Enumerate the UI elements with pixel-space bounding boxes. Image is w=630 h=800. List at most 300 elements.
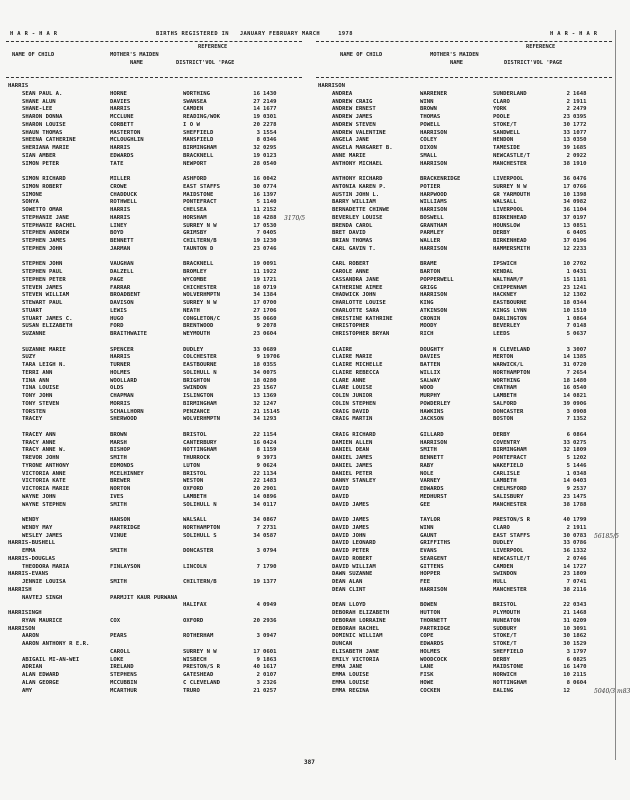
mother-maiden-name: DOUGHTY <box>420 346 444 353</box>
child-name: DANIEL JAMES <box>332 462 373 469</box>
child-name: DUNCAN <box>332 641 353 647</box>
volume: 6 <box>566 230 570 237</box>
register-entry <box>318 626 610 634</box>
page-ref: 1922 <box>263 269 277 275</box>
child-name: SIMONE <box>22 191 43 198</box>
child-name: SIAN AMBER <box>22 152 56 159</box>
child-name: BARRY WILLIAM <box>332 199 376 206</box>
register-entry <box>318 246 610 254</box>
mother-maiden-name: GEE <box>420 501 431 508</box>
row-gap <box>318 424 610 432</box>
page-ref: 0196 <box>573 238 587 244</box>
header-mothers-maiden-name: NAME <box>450 60 463 66</box>
register-entry <box>8 145 300 153</box>
surname-heading: HARRISON <box>318 83 345 89</box>
volume: 13 <box>563 222 570 229</box>
volume: 2 <box>566 555 570 562</box>
mother-maiden-name: MORRIS <box>110 400 131 407</box>
mother-maiden-name: WINN <box>420 524 434 531</box>
page-ref: 0947 <box>263 633 277 640</box>
register-entry <box>8 447 300 455</box>
page-ref: 0107 <box>263 672 277 678</box>
district: NEATH <box>183 307 200 314</box>
page-ref: 1475 <box>573 493 587 500</box>
page-ref: 1863 <box>263 656 277 663</box>
register-entry <box>318 478 610 486</box>
mother-maiden-name: MEDHURST <box>420 493 447 500</box>
mother-maiden-name: SMITH <box>110 579 127 585</box>
volume: 8 <box>256 137 260 144</box>
volume: 3 <box>566 648 570 655</box>
mother-maiden-name: HARPWOOD <box>420 191 447 198</box>
mother-maiden-name: SMITH <box>110 455 127 461</box>
mother-maiden-name: MCLOUGHLIN <box>110 137 144 144</box>
page-ref: 1721 <box>263 276 277 283</box>
row-gap <box>8 509 300 517</box>
district: NORTHAMPTON <box>183 524 221 531</box>
page-ref: 0624 <box>263 462 277 469</box>
register-entry <box>8 548 300 556</box>
mother-maiden-name: WOOLLARD <box>110 377 137 384</box>
child-name: CLAIRE REBECCA <box>332 369 380 376</box>
register-entry <box>318 556 610 564</box>
district: THURROCK <box>183 455 210 461</box>
volume: 31 <box>563 617 570 624</box>
child-name: DANIEL PETER <box>332 470 373 477</box>
volume: 17 <box>253 222 260 229</box>
mother-maiden-name: HARRIS <box>110 106 131 113</box>
child-name: ELISABETH JANE <box>332 648 380 655</box>
register-entry <box>318 517 610 525</box>
volume: 39 <box>563 400 570 407</box>
district: WAKEFIELD <box>493 462 524 469</box>
mother-maiden-name: MILLER <box>110 176 131 182</box>
child-name: BRET DAVID <box>332 230 366 237</box>
district: BRISTOL <box>493 602 517 609</box>
district: DERBY <box>493 431 510 438</box>
volume: 19 <box>253 238 260 244</box>
page-ref: 1677 <box>263 106 277 113</box>
register-entry <box>318 207 610 215</box>
page-ref: 0343 <box>573 602 587 609</box>
district: OXFORD <box>183 617 204 624</box>
volume: 36 <box>563 207 570 213</box>
register-entry <box>318 238 610 246</box>
register-entry <box>8 114 300 122</box>
child-name: EMMA REGINA <box>332 687 370 694</box>
district: SURREY N W <box>183 648 217 655</box>
mother-maiden-name: TAYLOR <box>420 517 441 523</box>
register-entry <box>8 680 300 688</box>
child-name: TERRI ANN <box>22 369 53 376</box>
page-ref: 1910 <box>573 160 587 167</box>
mother-maiden-name: EVANS <box>420 548 437 554</box>
volume: 2 <box>566 90 570 97</box>
range-right: H A R - H A R <box>550 31 598 37</box>
page-ref: 0405 <box>573 230 587 237</box>
volume: 18 <box>253 214 260 221</box>
page-ref: 0148 <box>573 323 587 330</box>
child-name: CHARLOTTE LOUISE <box>332 300 386 306</box>
district: STOKE/T <box>493 633 517 640</box>
register-entry <box>318 308 610 316</box>
mother-maiden-name: CROWE <box>110 183 127 190</box>
mother-maiden-name: HARRIS <box>110 207 131 213</box>
divider <box>316 77 612 78</box>
page-ref: 2654 <box>573 369 587 376</box>
volume: 7 <box>566 416 570 423</box>
page-ref: 2278 <box>263 121 277 128</box>
page-ref: 0123 <box>263 152 277 159</box>
register-entry <box>8 525 300 533</box>
page-ref: 0794 <box>263 548 277 554</box>
child-name: TRACY ANNE <box>22 439 56 446</box>
mother-maiden-name: LEWIS <box>110 307 127 314</box>
volume: 22 <box>253 478 260 485</box>
district: TAMESIDE <box>493 145 520 151</box>
page-ref: 2152 <box>263 207 277 213</box>
district: BIRKENHEAD <box>493 214 527 221</box>
volume: 33 <box>253 346 260 353</box>
mother-maiden-name: HARRISON <box>420 160 447 167</box>
page-ref: 0604 <box>573 679 587 686</box>
mother-maiden-name: HOLMES <box>110 369 131 376</box>
child-name: TINA ANN <box>22 377 49 384</box>
volume: 6 <box>566 431 570 438</box>
volume: 8 <box>566 679 570 686</box>
district: SUNDERLAND <box>493 90 527 97</box>
district: SWANSEA <box>183 98 207 105</box>
surname-heading: HARRIS-EVANS <box>8 571 49 578</box>
mother-maiden-name: NOLE <box>420 470 434 477</box>
child-name: EMMA LOUISE <box>332 679 370 686</box>
page-ref: 1727 <box>573 563 587 570</box>
child-name: STEPHEN JAMES <box>22 238 66 244</box>
child-name: DAVID PETER <box>332 548 370 554</box>
child-name: DEAN CLINT <box>332 586 366 593</box>
child-name: DEAN LLOYD <box>332 602 366 609</box>
district: STOKE/T <box>493 641 517 647</box>
district: BRACKNELL <box>183 261 214 268</box>
volume: 32 <box>253 145 260 151</box>
register-entry <box>318 463 610 471</box>
page-ref: 0637 <box>573 331 587 337</box>
district: NORTHAMPTON <box>493 369 531 376</box>
mother-maiden-name: HARRISON <box>420 586 447 593</box>
child-name: EMMA LOUISE <box>332 672 370 678</box>
mother-maiden-name: HAWKINS <box>420 408 444 415</box>
mother-maiden-name: PAGE <box>110 276 124 283</box>
district: SURREY N W <box>183 300 217 306</box>
register-entry <box>318 370 610 378</box>
mother-maiden-name: EDWARDS <box>110 152 134 159</box>
volume: 23 <box>563 114 570 120</box>
page-ref: 0209 <box>573 617 587 624</box>
district: NOTTINGHAM <box>493 679 527 686</box>
child-name: ANDREW VALENTINE <box>332 129 386 136</box>
volume: 17 <box>563 183 570 190</box>
row-gap <box>8 254 300 262</box>
page-ref: 0117 <box>263 501 277 508</box>
page-ref: 1529 <box>573 641 587 647</box>
page-ref: 3007 <box>573 346 587 353</box>
surname-heading: HARRISH <box>8 586 32 593</box>
register-entry <box>8 385 300 393</box>
page-edge <box>615 30 616 760</box>
page-ref: 1685 <box>573 145 587 151</box>
page-ref: 1104 <box>573 207 587 213</box>
register-entry <box>8 354 300 362</box>
surname-heading: HARRISINGH <box>8 610 42 616</box>
mother-maiden-name: BREWER <box>110 478 131 485</box>
child-name: WENDY <box>22 517 39 523</box>
volume: 34 <box>253 517 260 523</box>
volume: 10 <box>563 307 570 314</box>
row-gap <box>8 168 300 176</box>
district: MAIDSTONE <box>493 664 524 671</box>
volume: 18 <box>253 362 260 368</box>
register-entry <box>318 99 610 107</box>
district: SOLIHULL N <box>183 501 217 508</box>
page-ref: 0348 <box>573 470 587 477</box>
volume: 30 <box>563 633 570 640</box>
page-ref: 0540 <box>263 160 277 167</box>
mother-maiden-name: GRANTHAM <box>420 222 447 229</box>
register-entry <box>318 192 610 200</box>
row-gap <box>318 595 610 603</box>
volume: 38 <box>563 160 570 167</box>
header-mothers-maiden: MOTHER'S MAIDEN <box>110 52 159 58</box>
volume: 31 <box>563 362 570 368</box>
register-entry <box>318 269 610 277</box>
page-ref: 0774 <box>263 183 277 190</box>
child-name: CHADWICK JOHN <box>332 292 376 299</box>
child-name: SIMON ROBERT <box>22 183 63 190</box>
mother-maiden-name: THORNETT <box>420 617 447 624</box>
mother-maiden-name: BARTON <box>420 269 441 275</box>
child-name: STEPHEN JOHN <box>22 261 63 268</box>
child-name: JENNIE LOUISA <box>22 579 66 585</box>
child-name: CASSANDRA JANE <box>332 276 380 283</box>
page-ref: 15145 <box>263 408 280 415</box>
register-entry <box>318 471 610 479</box>
child-name: WAYNE STEPHEN <box>22 501 66 508</box>
register-entry <box>8 517 300 525</box>
page-ref: 0660 <box>263 315 277 322</box>
mother-maiden-name: FISK <box>420 672 434 678</box>
child-name: STEPHEN ANDREW <box>22 230 70 237</box>
page-ref: 1352 <box>573 416 587 423</box>
volume: 7 <box>566 579 570 585</box>
district: DERBY <box>493 656 510 663</box>
register-entry <box>8 633 300 641</box>
child-name: ANNE MARIE <box>332 152 366 159</box>
district: BRACKNELL <box>183 152 214 159</box>
volume: 1 <box>566 470 570 477</box>
volume: 10 <box>563 625 570 632</box>
mother-maiden-name: WINN <box>420 98 434 105</box>
volume: 21 <box>563 610 570 616</box>
district: COVENTRY <box>493 439 520 446</box>
child-name: BERNADETTE CHINWE <box>332 207 390 213</box>
page-ref: 19706 <box>263 354 280 361</box>
register-entry <box>8 316 300 324</box>
page-ref: 0257 <box>263 687 277 694</box>
volume: 7 <box>256 230 260 237</box>
page-ref: 1159 <box>263 447 277 454</box>
page-ref: 1648 <box>573 90 587 97</box>
volume: 7 <box>256 524 260 531</box>
register-entry <box>318 106 610 114</box>
register-entry <box>8 641 300 649</box>
district: LIVERPOOL <box>493 548 524 554</box>
district: BRISTOL <box>183 431 207 438</box>
register-entry <box>8 595 300 603</box>
row-gap <box>318 254 610 262</box>
mother-maiden-name: PARMJIT KAUR PURWANA <box>110 594 178 601</box>
register-entry <box>318 277 610 285</box>
volume: 1 <box>566 315 570 322</box>
mother-maiden-name: FARRAR <box>110 284 131 291</box>
page-ref: 0431 <box>573 269 587 275</box>
volume: 38 <box>563 586 570 593</box>
volume: 8 <box>256 447 260 454</box>
volume: 32 <box>563 447 570 454</box>
child-name: TRACY ANNE W. <box>22 447 66 454</box>
register-entry <box>8 99 300 107</box>
volume: 40 <box>253 664 260 671</box>
volume: 22 <box>563 602 570 609</box>
district: OXFORD <box>183 486 204 492</box>
mother-maiden-name: PEARS <box>110 633 127 640</box>
volume: 12 <box>563 292 570 299</box>
page-ref: 0896 <box>263 493 277 500</box>
mother-maiden-name: BENNETT <box>110 238 134 244</box>
register-entry <box>318 161 610 169</box>
mother-maiden-name: SALWAY <box>420 377 441 384</box>
register-entry <box>318 416 610 424</box>
district: PRESTON/S R <box>183 664 221 671</box>
page-ref: 0864 <box>573 431 587 438</box>
mother-maiden-name: BRAME <box>420 261 437 268</box>
register-entry <box>318 292 610 300</box>
child-name: ANTHONY MICHAEL <box>332 160 383 167</box>
district: BIRMINGHAM <box>493 447 527 454</box>
page-ref: 0355 <box>263 362 277 368</box>
volume: 27 <box>253 307 260 314</box>
mother-maiden-name: DAVISON <box>110 300 134 306</box>
register-entry <box>318 300 610 308</box>
register-entry <box>8 564 300 572</box>
mother-maiden-name: WILLIX <box>420 369 441 376</box>
mother-maiden-name: HARRISON <box>420 439 447 446</box>
header-district-vol-page: DISTRICT'VOL 'PAGE <box>504 60 563 66</box>
mother-maiden-name: IVES <box>110 493 124 500</box>
child-name: ANTHONY RICHARD <box>332 176 383 182</box>
volume: 3 <box>566 408 570 415</box>
child-name: STEWART PAUL <box>22 300 63 306</box>
register-entry <box>8 277 300 285</box>
district: ISLINGTON <box>183 393 214 399</box>
district: LIVERPOOL <box>493 207 524 213</box>
child-name: AMY <box>22 687 33 694</box>
child-name: TINA LOUISE <box>22 385 60 392</box>
district: BIRMINGHAM <box>183 145 217 151</box>
district: NEWCASTLE/T <box>493 555 531 562</box>
register-entry <box>8 471 300 479</box>
mother-maiden-name: EDWARDS <box>420 486 444 492</box>
mother-maiden-name: FORD <box>110 323 124 330</box>
district: CLARO <box>493 524 510 531</box>
volume: 3 <box>566 346 570 353</box>
page-ref: 0867 <box>263 517 277 523</box>
child-name: DEBORAH LORRAINE <box>332 617 386 624</box>
register-entry <box>8 579 300 587</box>
volume: 30 <box>563 121 570 128</box>
mother-maiden-name: CORBETT <box>110 121 134 128</box>
child-name: CLAIRE <box>332 346 353 353</box>
volume: 3 <box>256 129 260 136</box>
volume: 34 <box>253 292 260 299</box>
register-entry <box>318 432 610 440</box>
child-name: CLAIRE MARIE <box>332 354 373 361</box>
page-ref: 1140 <box>263 199 277 206</box>
volume: 1 <box>566 269 570 275</box>
mother-maiden-name: SMALL <box>420 152 437 159</box>
volume: 2 <box>566 106 570 113</box>
mother-maiden-name: HUGO <box>110 315 124 322</box>
district: SHEFFIELD <box>493 648 524 655</box>
volume: 12 <box>563 687 570 694</box>
register-entry <box>8 602 300 610</box>
district: DONCASTER <box>493 408 524 415</box>
mother-maiden-name: MASTERTON <box>110 129 141 136</box>
district: WOLVERHMPTN <box>183 416 221 423</box>
district: GRIMSBY <box>183 230 207 237</box>
volume: 9 <box>566 486 570 492</box>
page-ref: 1799 <box>573 517 587 523</box>
volume: 37 <box>563 238 570 244</box>
child-name: ANGELA MARGARET B. <box>332 145 393 151</box>
volume: 13 <box>253 393 260 399</box>
district: STOKE/T <box>493 121 517 128</box>
child-name: COLIN JUNIOR <box>332 393 373 399</box>
child-name: ANDREW CRAIG <box>332 98 373 105</box>
district: GR YARMOUTH <box>493 191 531 198</box>
register-entry <box>8 432 300 440</box>
mother-maiden-name: HARRISON <box>420 245 447 252</box>
mother-maiden-name: THOMAS <box>420 114 441 120</box>
child-name: STUART JAMES C. <box>22 315 73 322</box>
register-entry <box>8 664 300 672</box>
mother-maiden-name: SHERWOOD <box>110 416 137 423</box>
page-ref: 2901 <box>263 486 277 492</box>
register-entry <box>318 362 610 370</box>
page-ref: 1377 <box>263 579 277 585</box>
child-name: VICTORIA MARIE <box>22 486 70 492</box>
mother-maiden-name: TURNER <box>110 362 131 368</box>
child-name: SHAUN THOMAS <box>22 129 63 136</box>
header-reference: REFERENCE <box>198 44 228 50</box>
child-name: DAVID ROBERT <box>332 555 373 562</box>
register-entry <box>318 122 610 130</box>
register-entry <box>8 331 300 339</box>
surname-heading: HARRISON <box>8 625 35 632</box>
register-entry <box>8 153 300 161</box>
mother-maiden-name: MCARTHUR <box>110 687 137 694</box>
volume: 38 <box>563 501 570 508</box>
volume: 2 <box>566 524 570 531</box>
